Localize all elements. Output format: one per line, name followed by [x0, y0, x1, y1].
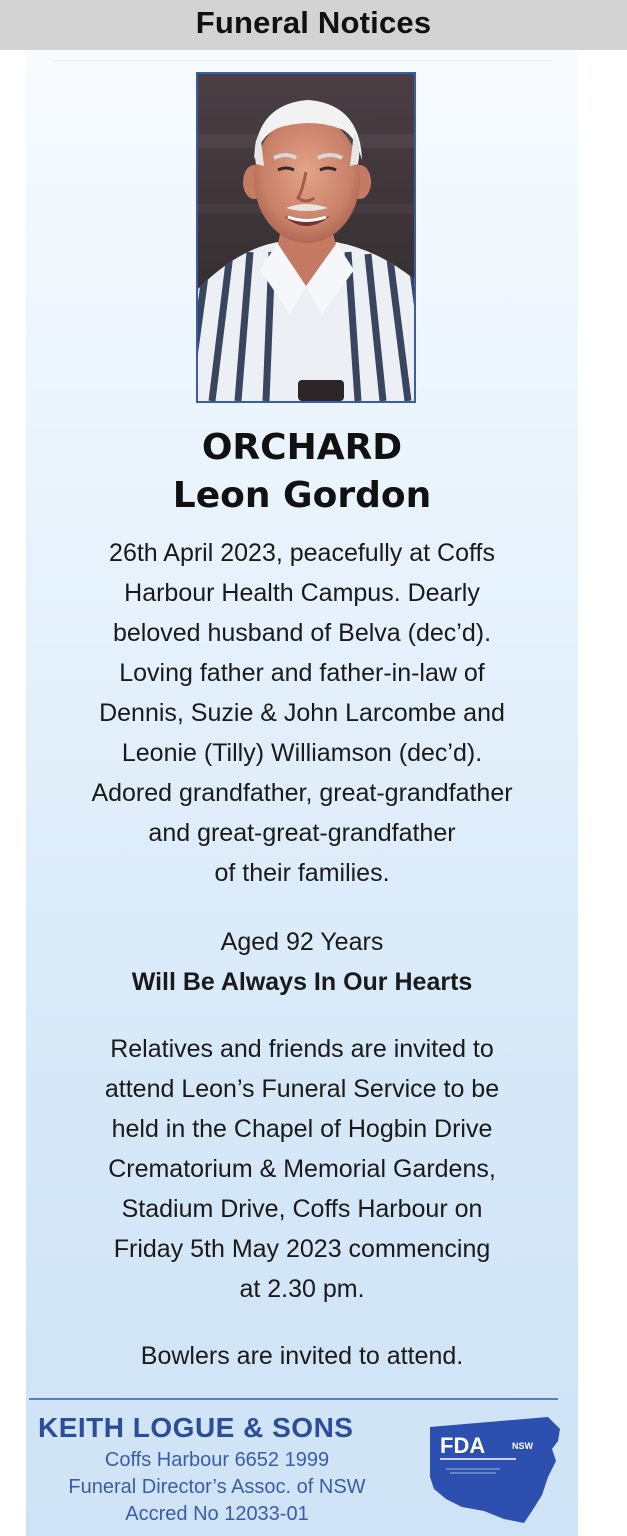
service-line: Friday 5th May 2023 commencing: [113, 1235, 491, 1263]
body-line: beloved husband of Belva (dec’d).: [112, 619, 492, 647]
body-line: of their families.: [214, 859, 390, 887]
service-line: attend Leon’s Funeral Service to be: [104, 1075, 500, 1103]
service-line: Stadium Drive, Coffs Harbour on: [121, 1195, 483, 1223]
funeral-director-phone: Coffs Harbour 6652 1999: [104, 1449, 330, 1471]
service-line: Crematorium & Memorial Gardens,: [108, 1155, 496, 1183]
funeral-director-accreditation: Accred No 12033-01: [125, 1503, 309, 1525]
body-line: 26th April 2023, peacefully at Coffs: [109, 539, 495, 567]
portrait-photo: [196, 72, 416, 403]
body-line: Loving father and father-in-law of: [119, 659, 485, 687]
body-line: Harbour Health Campus. Dearly: [124, 579, 480, 607]
portrait-illustration: [198, 74, 414, 401]
footer-divider: [29, 1398, 558, 1400]
funeral-director-name: KEITH LOGUE & SONS: [38, 1412, 354, 1443]
service-details: [26, 1029, 578, 1309]
tribute-text: Will Be Always In Our Hearts: [131, 968, 473, 996]
deceased-surname: ORCHARD: [201, 427, 403, 468]
notice-body: [26, 533, 578, 893]
service-line: held in the Chapel of Hogbin Drive: [111, 1115, 493, 1143]
notice-panel: [26, 50, 578, 1536]
funeral-director-association: Funeral Director’s Assoc. of NSW: [68, 1476, 366, 1498]
service-line: at 2.30 pm.: [239, 1275, 365, 1303]
deceased-given-names: Leon Gordon: [172, 475, 432, 516]
service-line: Relatives and friends are invited to: [110, 1035, 494, 1063]
body-line: Dennis, Suzie & John Larcombe and: [99, 699, 505, 727]
age-text: Aged 92 Years: [220, 928, 384, 956]
top-divider: [52, 60, 552, 61]
logo-nsw-text: NSW: [512, 1441, 533, 1451]
body-line: Leonie (Tilly) Williamson (dec’d).: [121, 739, 483, 767]
bowlers-section: [26, 1336, 578, 1376]
header-bar: [0, 0, 627, 50]
age-section: [26, 922, 578, 1002]
body-line: Adored grandfather, great-grandfather: [91, 779, 513, 807]
fda-nsw-logo-icon: [428, 1415, 562, 1525]
logo-fda-text: FDA: [440, 1433, 486, 1458]
bowlers-text: Bowlers are invited to attend.: [140, 1342, 464, 1370]
page-title: Funeral Notices: [195, 5, 432, 40]
body-line: and great-great-grandfather: [148, 819, 456, 847]
